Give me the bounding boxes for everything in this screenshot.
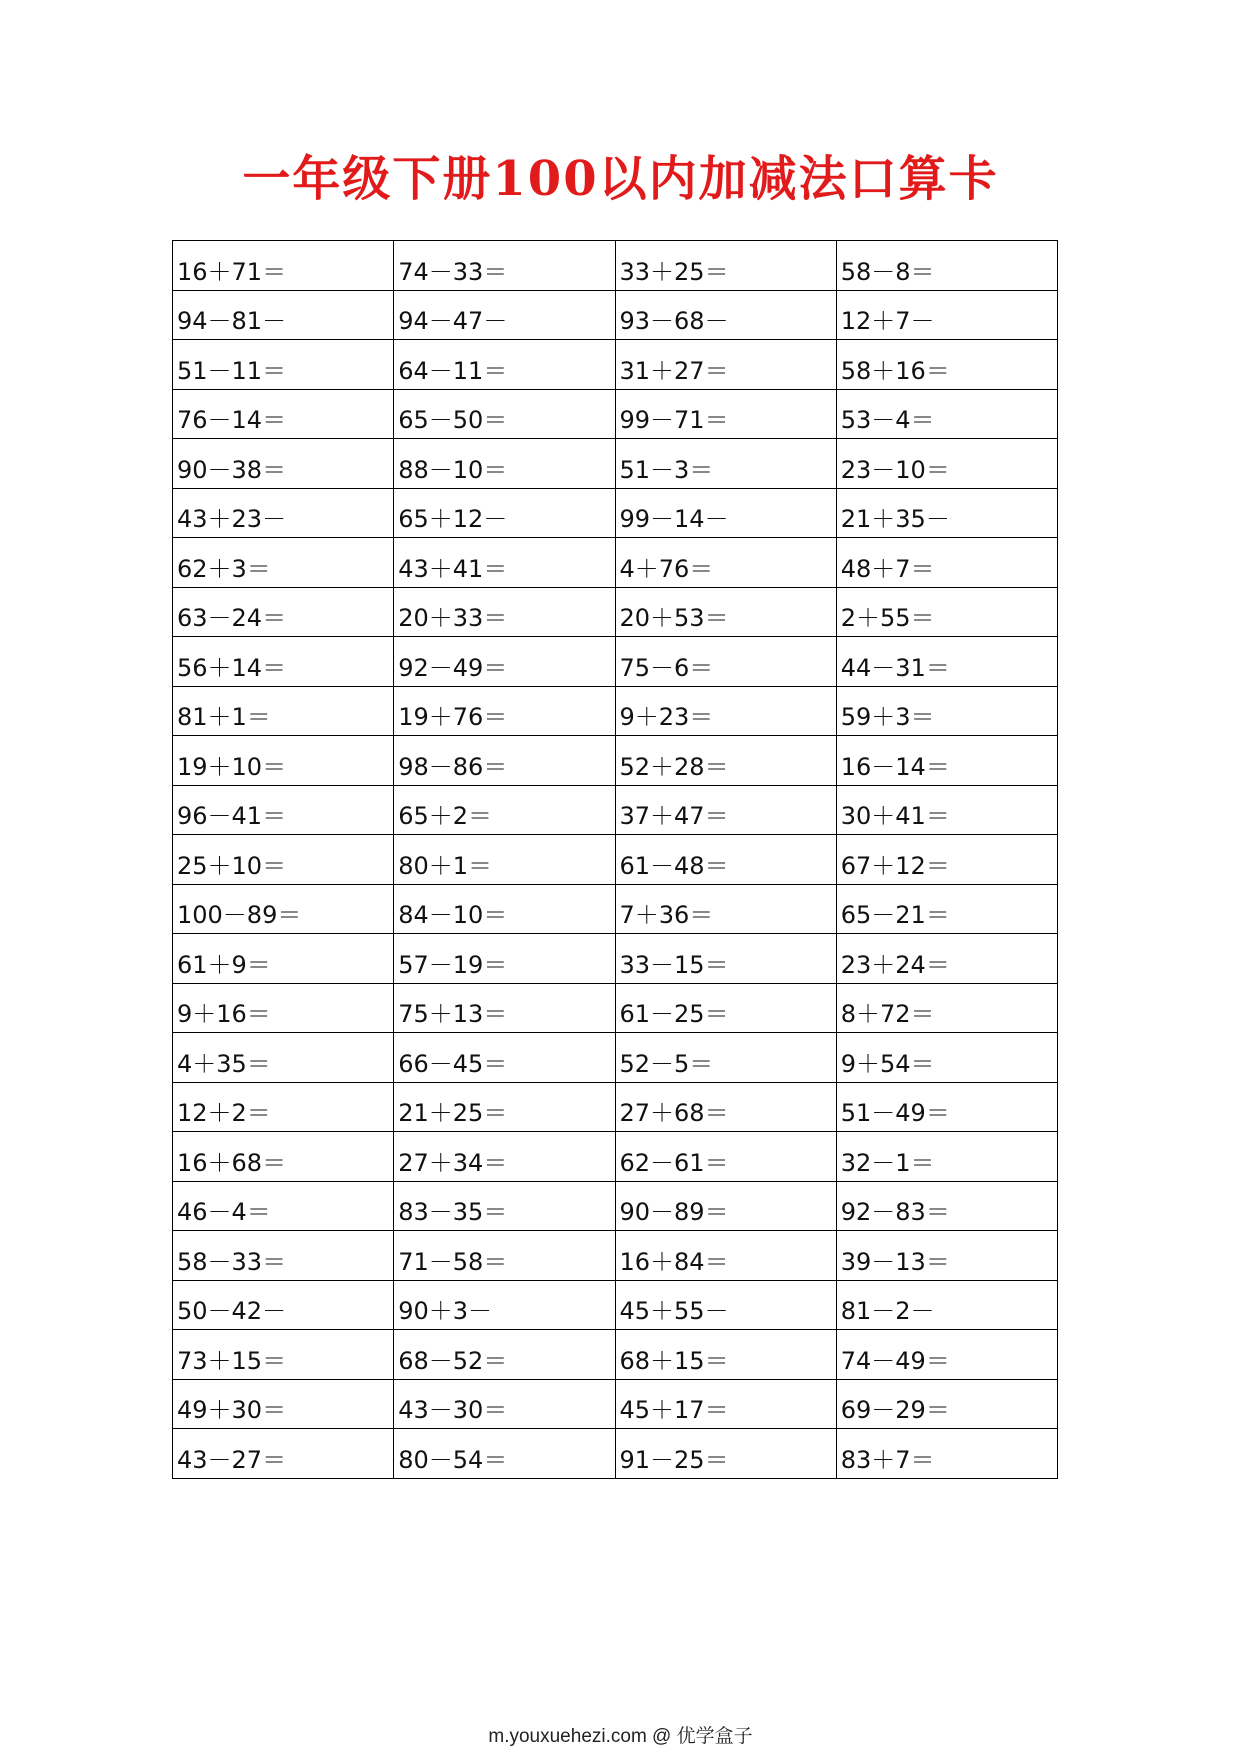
problem-cell: 80－54＝: [394, 1429, 615, 1479]
problem-cell: 2＋55＝: [836, 587, 1057, 637]
problem-cell: 52＋28＝: [615, 736, 836, 786]
page-title: 一年级下册100以内加减法口算卡: [242, 151, 999, 207]
problem-cell: 23＋24＝: [836, 934, 1057, 984]
problem-cell: 61－48＝: [615, 835, 836, 885]
problem-cell: 9＋54＝: [836, 1033, 1057, 1083]
problem-cell: 90＋3－: [394, 1280, 615, 1330]
problem-cell: 99－71＝: [615, 389, 836, 439]
problem-cell: 43＋41＝: [394, 538, 615, 588]
problem-cell: 51－11＝: [173, 340, 394, 390]
problem-cell: 58－8＝: [836, 241, 1057, 291]
problem-cell: 43＋23－: [173, 488, 394, 538]
problem-cell: 96－41＝: [173, 785, 394, 835]
table-row: [173, 340, 1058, 390]
table-row: [173, 241, 1058, 291]
problem-cell: 43－30＝: [394, 1379, 615, 1429]
problem-cell: 68＋15＝: [615, 1330, 836, 1380]
problem-cell: 68－52＝: [394, 1330, 615, 1380]
problem-cell: 69－29＝: [836, 1379, 1057, 1429]
problem-cell: 65＋2＝: [394, 785, 615, 835]
problem-cell: 81＋1＝: [173, 686, 394, 736]
problem-cell: 58＋16＝: [836, 340, 1057, 390]
table-row: [173, 1379, 1058, 1429]
problem-cell: 46－4＝: [173, 1181, 394, 1231]
problem-cell: 71－58＝: [394, 1231, 615, 1281]
problem-cell: 8＋72＝: [836, 983, 1057, 1033]
problem-cell: 91－25＝: [615, 1429, 836, 1479]
problem-cell: 59＋3＝: [836, 686, 1057, 736]
table-row: [173, 1181, 1058, 1231]
problem-cell: 53－4＝: [836, 389, 1057, 439]
problem-cell: 21＋25＝: [394, 1082, 615, 1132]
table-row: [173, 785, 1058, 835]
problem-cell: 27＋68＝: [615, 1082, 836, 1132]
problem-cell: 65－21＝: [836, 884, 1057, 934]
problem-cell: 63－24＝: [173, 587, 394, 637]
table-row: [173, 934, 1058, 984]
table-row: [173, 884, 1058, 934]
problem-cell: 30＋41＝: [836, 785, 1057, 835]
problem-cell: 52－5＝: [615, 1033, 836, 1083]
problem-cell: 56＋14＝: [173, 637, 394, 687]
problem-cell: 81－2－: [836, 1280, 1057, 1330]
problem-cell: 25＋10＝: [173, 835, 394, 885]
problem-cell: 64－11＝: [394, 340, 615, 390]
problem-cell: 19＋10＝: [173, 736, 394, 786]
problem-cell: 75－6＝: [615, 637, 836, 687]
problem-cell: 90－38＝: [173, 439, 394, 489]
problem-cell: 62＋3＝: [173, 538, 394, 588]
problem-cell: 75＋13＝: [394, 983, 615, 1033]
problem-cell: 44－31＝: [836, 637, 1057, 687]
table-row: [173, 686, 1058, 736]
problem-cell: 65＋12－: [394, 488, 615, 538]
problem-cell: 33＋25＝: [615, 241, 836, 291]
problem-cell: 73＋15＝: [173, 1330, 394, 1380]
problem-cell: 49＋30＝: [173, 1379, 394, 1429]
problem-cell: 88－10＝: [394, 439, 615, 489]
problem-cell: 61＋9＝: [173, 934, 394, 984]
problem-cell: 9＋23＝: [615, 686, 836, 736]
table-row: [173, 389, 1058, 439]
table-row: [173, 1330, 1058, 1380]
problem-cell: 51－49＝: [836, 1082, 1057, 1132]
table-row: [173, 538, 1058, 588]
problem-cell: 67＋12＝: [836, 835, 1057, 885]
problem-cell: 21＋35－: [836, 488, 1057, 538]
table-row: [173, 1280, 1058, 1330]
problem-cell: 66－45＝: [394, 1033, 615, 1083]
problem-cell: 16＋84＝: [615, 1231, 836, 1281]
problem-cell: 83－35＝: [394, 1181, 615, 1231]
problem-cell: 94－47－: [394, 290, 615, 340]
problem-cell: 92－83＝: [836, 1181, 1057, 1231]
problem-cell: 58－33＝: [173, 1231, 394, 1281]
problem-cell: 74－33＝: [394, 241, 615, 291]
problem-cell: 83＋7＝: [836, 1429, 1057, 1479]
problem-cell: 27＋34＝: [394, 1132, 615, 1182]
problem-cell: 99－14－: [615, 488, 836, 538]
problem-cell: 37＋47＝: [615, 785, 836, 835]
problem-cell: 84－10＝: [394, 884, 615, 934]
problem-cell: 20＋33＝: [394, 587, 615, 637]
table-row: [173, 637, 1058, 687]
table-row: [173, 1132, 1058, 1182]
table-row: [173, 1082, 1058, 1132]
problem-cell: 98－86＝: [394, 736, 615, 786]
problem-cell: 80＋1＝: [394, 835, 615, 885]
table-row: [173, 1033, 1058, 1083]
problem-cell: 92－49＝: [394, 637, 615, 687]
problem-cell: 33－15＝: [615, 934, 836, 984]
problem-cell: 50－42－: [173, 1280, 394, 1330]
problem-cell: 65－50＝: [394, 389, 615, 439]
problem-cell: 100－89＝: [173, 884, 394, 934]
problem-cell: 4＋76＝: [615, 538, 836, 588]
problem-cell: 9＋16＝: [173, 983, 394, 1033]
problem-cell: 90－89＝: [615, 1181, 836, 1231]
problem-cell: 93－68－: [615, 290, 836, 340]
problem-cell: 94－81－: [173, 290, 394, 340]
footer-watermark: m.youxuehezi.com @ 优学盒子: [488, 1726, 753, 1747]
problem-cell: 45＋17＝: [615, 1379, 836, 1429]
problem-cell: 32－1＝: [836, 1132, 1057, 1182]
problem-cell: 4＋35＝: [173, 1033, 394, 1083]
table-row: [173, 439, 1058, 489]
table-row: [173, 835, 1058, 885]
problem-cell: 16＋71＝: [173, 241, 394, 291]
problem-cell: 39－13＝: [836, 1231, 1057, 1281]
table-row: [173, 1231, 1058, 1281]
problem-cell: 7＋36＝: [615, 884, 836, 934]
problem-cell: 16＋68＝: [173, 1132, 394, 1182]
problem-cell: 74－49＝: [836, 1330, 1057, 1380]
problem-cell: 62－61＝: [615, 1132, 836, 1182]
problem-cell: 31＋27＝: [615, 340, 836, 390]
problem-cell: 51－3＝: [615, 439, 836, 489]
arithmetic-table: [172, 240, 1058, 1479]
problem-cell: 23－10＝: [836, 439, 1057, 489]
problem-cell: 19＋76＝: [394, 686, 615, 736]
problem-cell: 12＋7－: [836, 290, 1057, 340]
problem-cell: 20＋53＝: [615, 587, 836, 637]
problem-cell: 43－27＝: [173, 1429, 394, 1479]
table-row: [173, 983, 1058, 1033]
problem-cell: 16－14＝: [836, 736, 1057, 786]
table-row: [173, 587, 1058, 637]
table-row: [173, 488, 1058, 538]
problem-cell: 45＋55－: [615, 1280, 836, 1330]
problem-cell: 57－19＝: [394, 934, 615, 984]
table-row: [173, 1429, 1058, 1479]
problem-cell: 76－14＝: [173, 389, 394, 439]
problem-cell: 12＋2＝: [173, 1082, 394, 1132]
problem-cell: 61－25＝: [615, 983, 836, 1033]
problem-cell: 48＋7＝: [836, 538, 1057, 588]
table-row: [173, 290, 1058, 340]
table-row: [173, 736, 1058, 786]
